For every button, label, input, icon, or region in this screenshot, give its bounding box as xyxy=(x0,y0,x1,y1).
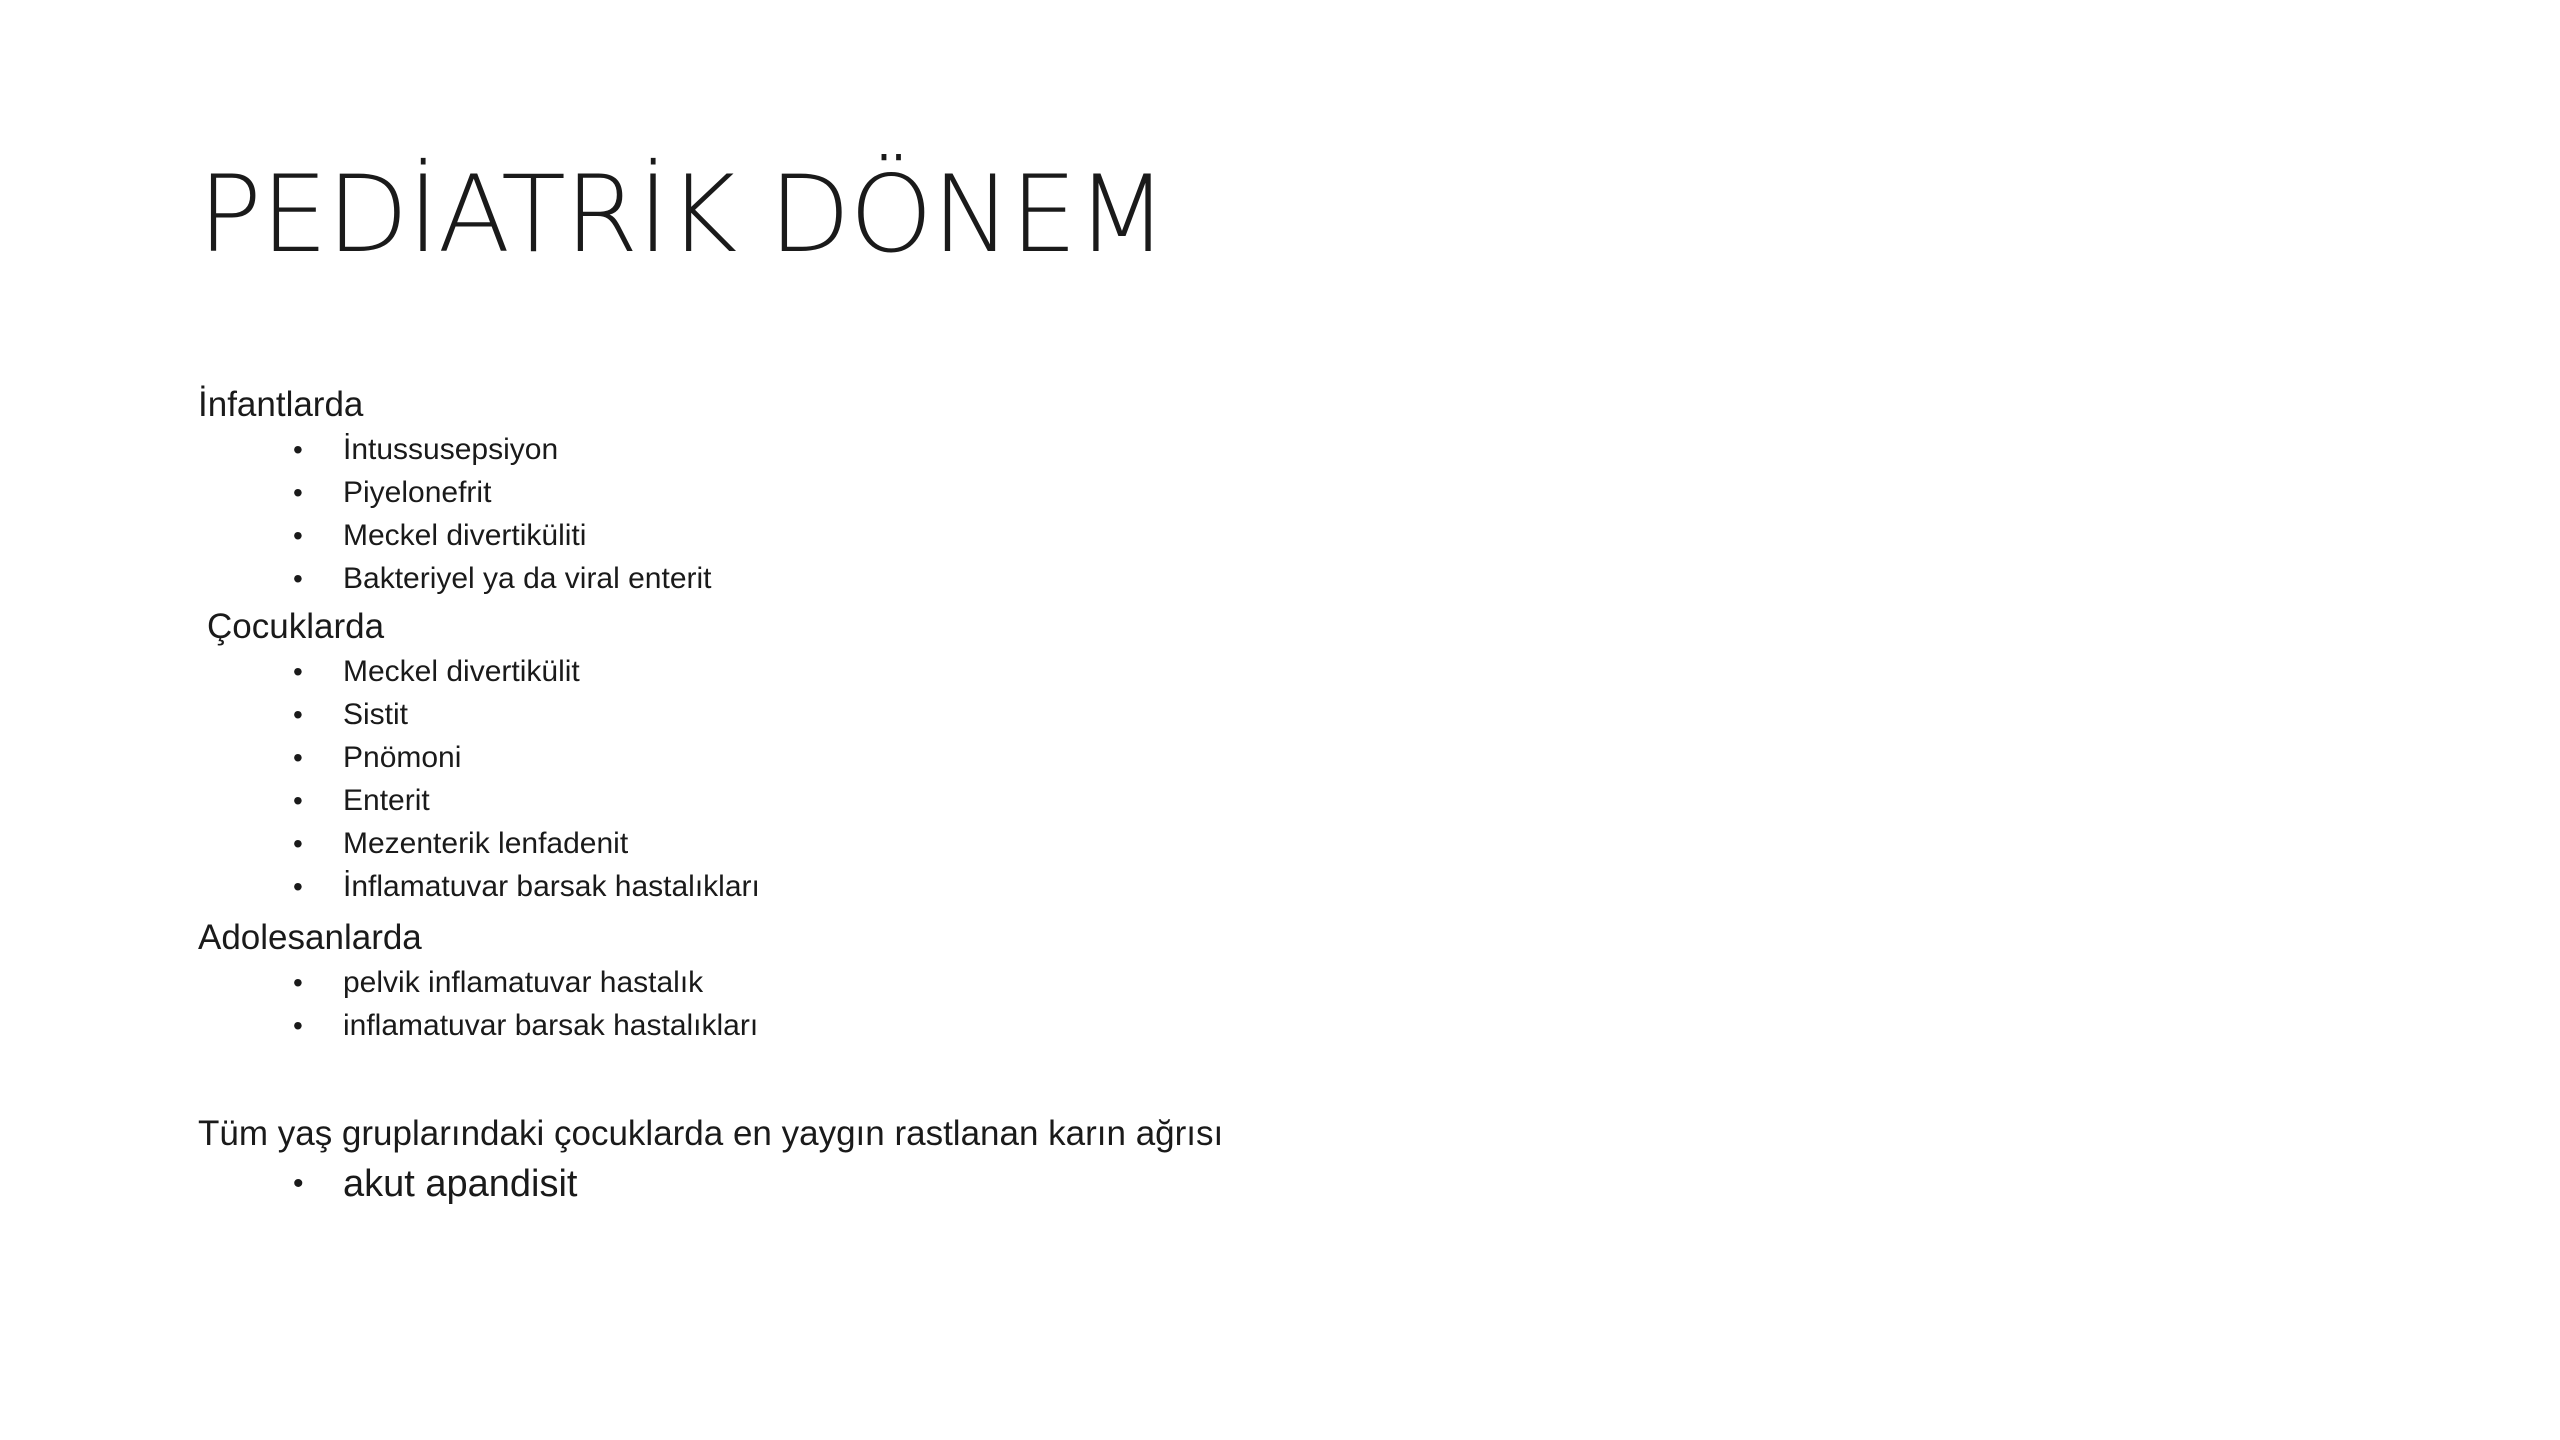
bullet-icon: • xyxy=(293,828,303,859)
bullet-icon: • xyxy=(293,967,303,998)
group-heading: Adolesanlarda xyxy=(198,918,422,957)
list-item-text: Mezenterik lenfadenit xyxy=(343,827,629,860)
slide-content xyxy=(198,382,1998,1213)
list-item xyxy=(198,557,1998,600)
summary-heading: Tüm yaş gruplarındaki çocuklarda en yaygın rastlanan karın ağrısı xyxy=(198,1114,1224,1153)
bullet-icon: • xyxy=(293,871,303,902)
list-item-text: akut apandisit xyxy=(343,1163,578,1205)
list-item xyxy=(198,1157,1998,1211)
list-item xyxy=(198,650,1998,693)
group-heading: Çocuklarda xyxy=(207,607,385,646)
slide-title: PEDİATRİK DÖNEM xyxy=(198,153,1167,276)
list-item xyxy=(198,779,1998,822)
bullet-icon: • xyxy=(293,785,303,816)
list-item-text: Pnömoni xyxy=(343,741,462,774)
list-item-text: İnflamatuvar barsak hastalıkları xyxy=(343,870,760,903)
list-item xyxy=(198,865,1998,908)
bullet-icon: • xyxy=(293,1167,304,1200)
list-item xyxy=(198,736,1998,779)
bullet-icon: • xyxy=(293,656,303,687)
list-item xyxy=(198,1004,1998,1047)
list-item xyxy=(198,428,1998,471)
bullet-icon: • xyxy=(293,434,303,465)
list-item-text: inflamatuvar barsak hastalıkları xyxy=(343,1009,759,1042)
list-item-text: Enterit xyxy=(343,784,430,817)
bullet-icon: • xyxy=(293,520,303,551)
list-item xyxy=(198,471,1998,514)
bullet-icon: • xyxy=(293,699,303,730)
bullet-icon: • xyxy=(293,742,303,773)
bullet-list xyxy=(198,1157,1998,1211)
bullet-list xyxy=(198,650,1998,908)
list-item-text: Sistit xyxy=(343,698,409,731)
list-item-text: Meckel divertikülit xyxy=(343,655,580,688)
bullet-icon: • xyxy=(293,563,303,594)
list-item xyxy=(198,961,1998,1004)
bullet-icon: • xyxy=(293,1010,303,1041)
bullet-list xyxy=(198,961,1998,1047)
list-item xyxy=(198,822,1998,865)
list-item-text: Meckel divertiküliti xyxy=(343,519,587,552)
summary-section xyxy=(198,1111,1998,1211)
group-heading: İnfantlarda xyxy=(198,385,364,424)
list-item-text: Bakteriyel ya da viral enterit xyxy=(343,562,712,595)
group-children xyxy=(198,604,1998,908)
group-infants xyxy=(198,382,1998,600)
list-item-text: İntussusepsiyon xyxy=(343,433,559,466)
list-item xyxy=(198,514,1998,557)
list-item xyxy=(198,693,1998,736)
list-item-text: Piyelonefrit xyxy=(343,476,492,509)
bullet-list xyxy=(198,428,1998,600)
list-item-text: pelvik inflamatuvar hastalık xyxy=(343,966,704,999)
bullet-icon: • xyxy=(293,477,303,508)
group-adolescents xyxy=(198,915,1998,1047)
